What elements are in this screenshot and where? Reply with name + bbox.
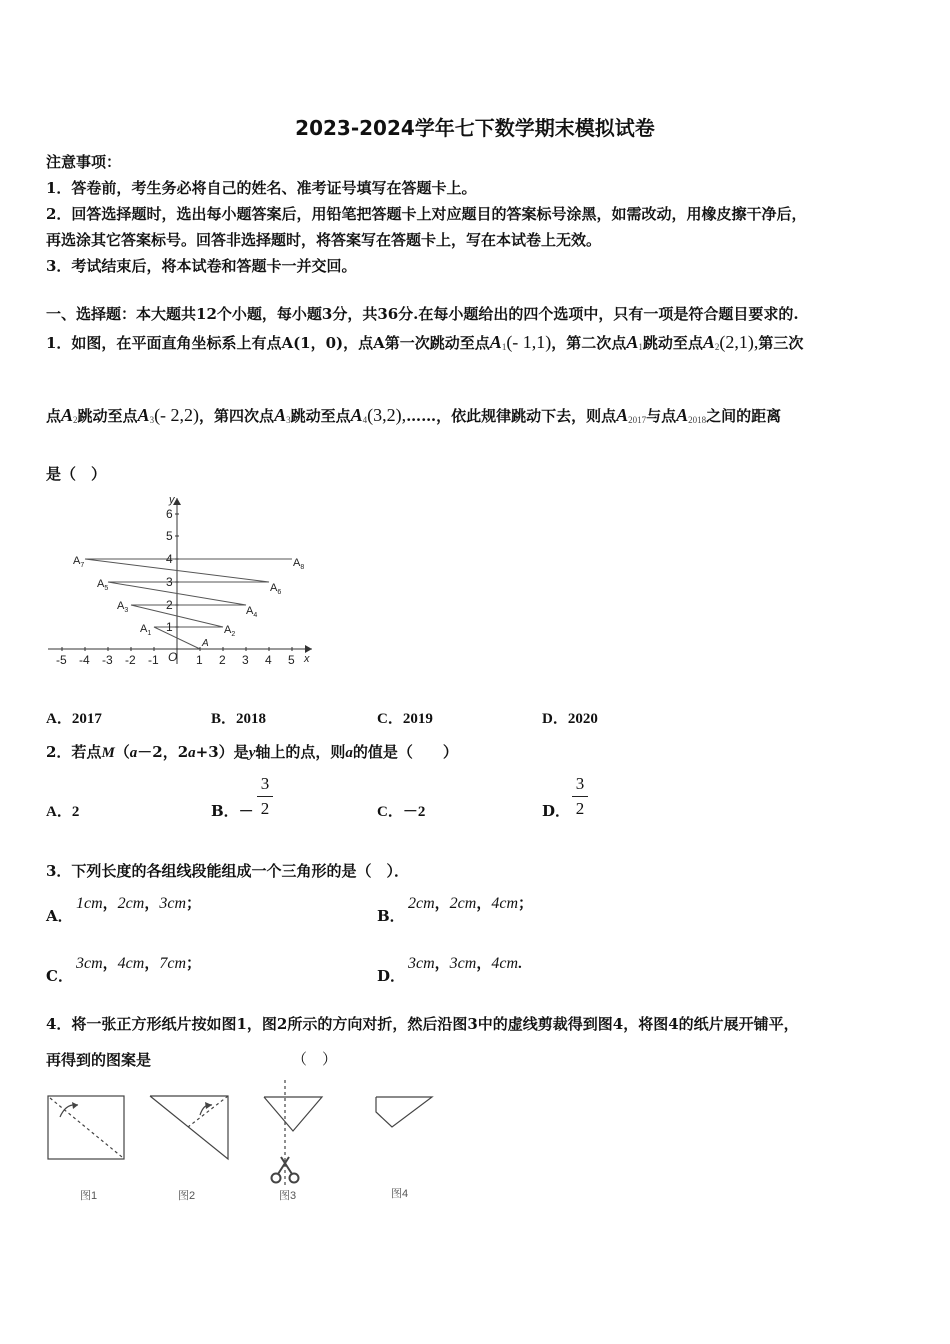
x-tick-label: 1 <box>196 653 203 667</box>
y-tick-label: 6 <box>166 507 173 521</box>
point-a2017: A <box>616 405 629 425</box>
q1-option-d[interactable]: D．2020 <box>542 711 598 727</box>
notice-item-2: 2．回答选择题时，选出每小题答案后，用铅笔把答题卡上对应题目的答案标号涂黑，如需改动，用橡皮擦干净后， <box>46 205 807 223</box>
q3-a-values <box>76 892 201 913</box>
comma: ， <box>144 956 160 972</box>
q2-option-b[interactable]: B．－ <box>211 802 254 820</box>
point-label-a6: $A_6$ <box>270 582 282 596</box>
comma: ， <box>476 896 492 912</box>
q4-line1: 4．将一张正方形纸片按如图1，图2所示的方向对折，然后沿图3中的虚线剪裁得到图4，将图4的纸片展开铺平， <box>46 1015 799 1033</box>
figure-label: 图4 <box>391 1188 409 1200</box>
q1-text-6: 跳动至点 <box>77 407 138 425</box>
q2-text-e: 轴上的点，则 <box>255 743 346 761</box>
sub-4: 4 <box>362 415 368 425</box>
section1-heading: 一、选择题：本大题共12个小题，每小题3分，共36分.在每小题给出的四个选项中，只有一项是符合题目要求的. <box>46 305 799 323</box>
length-value: 3cm <box>159 895 186 912</box>
q2-text-f: 的值是（ ） <box>352 743 458 761</box>
q1-text-11: 之间的距离 <box>706 407 782 425</box>
figure-4 <box>376 1097 432 1127</box>
fraction-numerator: 3 <box>575 774 585 793</box>
q2-var-a: a <box>345 745 353 761</box>
notice-item-1: 1．答卷前，考生务必将自己的姓名、准考证号填写在答题卡上。 <box>46 179 477 197</box>
notice-item-3: 3．考试结束后，将本试卷和答题卡一并交回。 <box>46 257 357 275</box>
length-value: 4cm <box>491 955 518 972</box>
point-a4: A <box>350 405 363 425</box>
y-tick-label: 4 <box>166 552 173 566</box>
q2-option-a[interactable]: A．2 <box>46 804 80 820</box>
q1-text-5: 点 <box>46 407 62 425</box>
q1-text-7: ，第四次点 <box>199 407 275 425</box>
q3-option-b[interactable] <box>377 905 405 926</box>
option-label: C． <box>46 967 73 985</box>
point-a1: A <box>489 332 502 352</box>
figure-1 <box>48 1096 124 1159</box>
figure-3 <box>264 1080 322 1185</box>
x-tick-label: -3 <box>102 653 113 667</box>
x-tick-label: -2 <box>125 653 136 667</box>
q1-line3: 是（ ） <box>46 465 107 483</box>
q2-stem <box>46 741 458 762</box>
figure-label: 图1 <box>80 1190 98 1202</box>
length-value: 4cm <box>117 955 145 972</box>
sub-1b: 1 <box>638 342 643 352</box>
q3-c-values <box>76 952 201 973</box>
q4-line2: 再得到的图案是 <box>46 1051 152 1069</box>
q1-option-c[interactable]: C．2019 <box>377 711 433 727</box>
sub-2b: 2 <box>73 415 78 425</box>
q2-text-b: （ <box>114 743 130 761</box>
q1-option-b[interactable]: B．2018 <box>211 711 267 727</box>
q1-text-8: 跳动至点 <box>290 407 351 425</box>
sub-3b: 3 <box>286 415 291 425</box>
length-value: 2cm <box>117 895 145 912</box>
q1-line1 <box>46 332 803 353</box>
q1-text-10: 与点 <box>646 407 677 425</box>
x-tick-label: 2 <box>219 653 226 667</box>
sub-2018: 2018 <box>688 415 707 425</box>
fraction-denominator: 2 <box>260 799 270 818</box>
q3-option-a[interactable] <box>46 905 73 926</box>
comma: ， <box>434 956 450 972</box>
option-label: B． <box>377 907 405 925</box>
y-tick-label: 5 <box>166 529 173 543</box>
q3-option-d[interactable] <box>377 965 405 986</box>
figure-label: 图3 <box>279 1190 297 1202</box>
sub-1: 1 <box>501 342 507 352</box>
x-axis-arrow <box>305 645 312 653</box>
length-value: 3cm <box>76 955 103 972</box>
point-a3: A <box>137 405 150 425</box>
notice-item-2-cont: 再选涂其它答案标号。回答非选择题时，将答案写在答题卡上，写在本试卷上无效。 <box>46 231 602 249</box>
q2-option-c[interactable]: C．－2 <box>377 804 426 820</box>
coord-a3: (- 2,2) <box>154 405 200 425</box>
y-axis-label: y <box>169 494 175 506</box>
y-tick-label: 3 <box>166 575 173 589</box>
option-label: A． <box>46 907 73 925</box>
point-label-a8: $A_8$ <box>293 557 305 571</box>
figure-2 <box>150 1096 228 1159</box>
q4-paper-folding-figures <box>40 1075 460 1210</box>
q3-option-c[interactable] <box>46 965 73 986</box>
comma: ， <box>476 956 492 972</box>
option-label: D． <box>377 967 406 985</box>
q2-text-c: －2，2 <box>137 743 189 761</box>
origin-label: O <box>168 650 178 664</box>
point-label-a3: $A_3$ <box>117 600 129 614</box>
comma: ， <box>434 896 450 912</box>
q2-option-b-fraction <box>257 774 273 819</box>
length-value: 3cm <box>449 955 477 972</box>
coord-a2: (2,1), <box>719 332 759 352</box>
sub-2: 2 <box>714 342 720 352</box>
q2-option-d-fraction <box>572 774 588 819</box>
fraction-bar <box>572 796 588 797</box>
x-axis-label: x <box>304 653 310 665</box>
length-value: 1cm <box>76 895 103 912</box>
q3-d-values <box>408 952 522 973</box>
point-label-a1: $A_1$ <box>140 623 152 637</box>
x-tick-label: -4 <box>79 653 90 667</box>
semicolon: ； <box>518 896 534 912</box>
q2-text-a: 2．若点 <box>46 743 102 761</box>
sub-2017: 2017 <box>628 415 647 425</box>
q2-option-d[interactable]: D． <box>542 802 571 820</box>
period: . <box>518 956 522 972</box>
y-tick-label: 1 <box>166 620 173 634</box>
x-tick-label: 3 <box>242 653 249 667</box>
fraction-denominator: 2 <box>575 799 585 818</box>
q1-option-a[interactable]: A．2017 <box>46 711 102 727</box>
q3-stem: 3．下列长度的各组线段能组成一个三角形的是（ ）． <box>46 862 409 880</box>
length-value: 2cm <box>449 895 477 912</box>
fraction-bar <box>257 796 273 797</box>
q3-b-values <box>408 892 533 913</box>
semicolon: ； <box>186 956 202 972</box>
q2-var-y: y <box>248 745 256 761</box>
q2-var-a: a <box>188 745 196 761</box>
notice-heading: 注意事项： <box>46 153 122 171</box>
x-tick-label: -5 <box>56 653 67 667</box>
semicolon: ； <box>186 896 202 912</box>
sub-3: 3 <box>149 415 155 425</box>
x-tick-label: -1 <box>148 653 159 667</box>
point-label-a5: $A_5$ <box>97 578 109 592</box>
length-value: 4cm <box>491 895 518 912</box>
point-label-a2: $A_2$ <box>224 624 236 638</box>
point-a2b: A <box>61 405 74 425</box>
comma: ， <box>102 896 118 912</box>
q2-var-m: M <box>101 745 115 761</box>
fraction-numerator: 3 <box>260 774 270 793</box>
y-tick-label: 2 <box>166 598 173 612</box>
q2-text-d: +3）是 <box>195 743 249 761</box>
point-label-a4: $A_4$ <box>246 605 258 619</box>
q1-text-9: ……，依此规律跳动下去，则点 <box>406 407 617 425</box>
length-value: 2cm <box>408 895 435 912</box>
x-tick-label: 4 <box>265 653 272 667</box>
point-label-a7: $A_7$ <box>73 555 85 569</box>
point-a1b: A <box>626 332 639 352</box>
q1-text-2: ，第二次点 <box>551 334 627 352</box>
figure-label: 图2 <box>178 1190 196 1202</box>
length-value: 3cm <box>408 955 435 972</box>
point-a2: A <box>702 332 715 352</box>
q1-line2 <box>46 405 781 426</box>
point-label-a: A <box>202 638 209 649</box>
x-tick-label: 5 <box>288 653 295 667</box>
comma: ， <box>144 896 160 912</box>
q1-text-4: 第三次 <box>758 334 804 352</box>
comma: ， <box>102 956 118 972</box>
point-a2018: A <box>676 405 689 425</box>
page-title: 2023-2024学年七下数学期末模拟试卷 <box>295 116 655 140</box>
q1-text-1: 1．如图，在平面直角坐标系上有点A(1，0)，点A第一次跳动至点 <box>46 334 490 352</box>
coord-a4: (3,2), <box>367 405 407 425</box>
point-a3b: A <box>274 405 287 425</box>
q1-coordinate-graph <box>44 492 324 672</box>
q2-var-a: a <box>129 745 138 761</box>
length-value: 7cm <box>159 955 186 972</box>
q4-answer-paren: （ ） <box>292 1050 338 1068</box>
coord-a1: (- 1,1) <box>506 332 552 352</box>
q1-text-3: 跳动至点 <box>642 334 703 352</box>
